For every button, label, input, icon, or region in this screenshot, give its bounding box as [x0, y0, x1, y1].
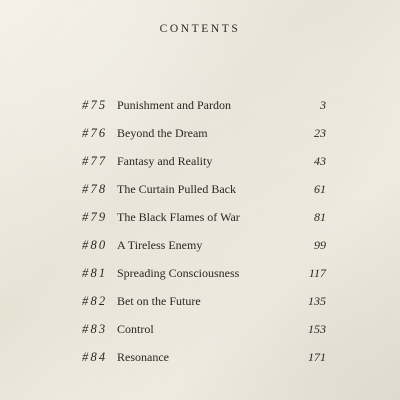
- chapter-title: A Tireless Enemy: [117, 238, 203, 252]
- chapter-number: #82: [82, 294, 108, 308]
- toc-entry[interactable]: [0, 210, 400, 230]
- toc-entry[interactable]: [0, 350, 400, 370]
- page-number: 81: [314, 210, 326, 224]
- chapter-number: #80: [82, 238, 108, 252]
- chapter-title: The Curtain Pulled Back: [117, 182, 236, 196]
- chapter-number: #76: [82, 126, 108, 140]
- chapter-number: #81: [82, 266, 108, 280]
- chapter-title: Punishment and Pardon: [117, 98, 231, 112]
- chapter-title: Fantasy and Reality: [117, 154, 213, 168]
- chapter-number: #79: [82, 210, 108, 224]
- chapter-title: Resonance: [117, 350, 169, 364]
- toc-entry[interactable]: [0, 126, 400, 146]
- chapter-number: #77: [82, 154, 108, 168]
- toc-entry[interactable]: [0, 266, 400, 286]
- page-number: 135: [308, 294, 326, 308]
- toc-entry[interactable]: [0, 182, 400, 202]
- page-number: 171: [308, 350, 326, 364]
- page-number: 23: [314, 126, 326, 140]
- toc-entry[interactable]: [0, 98, 400, 118]
- toc-entry[interactable]: [0, 294, 400, 314]
- page-number: 117: [308, 266, 326, 280]
- chapter-number: #83: [82, 322, 108, 336]
- page-number: 43: [314, 154, 326, 168]
- page-number: 153: [308, 322, 326, 336]
- chapter-title: The Black Flames of War: [117, 210, 240, 224]
- toc-entry[interactable]: [0, 154, 400, 174]
- page-number: 61: [314, 182, 326, 196]
- chapter-title: Spreading Consciousness: [117, 266, 240, 280]
- chapter-title: Control: [117, 322, 154, 336]
- chapter-title: Beyond the Dream: [117, 126, 208, 140]
- toc-entry[interactable]: [0, 238, 400, 258]
- chapter-number: #75: [82, 98, 108, 112]
- chapter-number: #78: [82, 182, 108, 196]
- toc-entry[interactable]: [0, 322, 400, 342]
- page-number: 99: [314, 238, 326, 252]
- chapter-title: Bet on the Future: [117, 294, 201, 308]
- page-number: 3: [320, 98, 326, 112]
- chapter-number: #84: [82, 350, 108, 364]
- page-heading: CONTENTS: [159, 23, 241, 35]
